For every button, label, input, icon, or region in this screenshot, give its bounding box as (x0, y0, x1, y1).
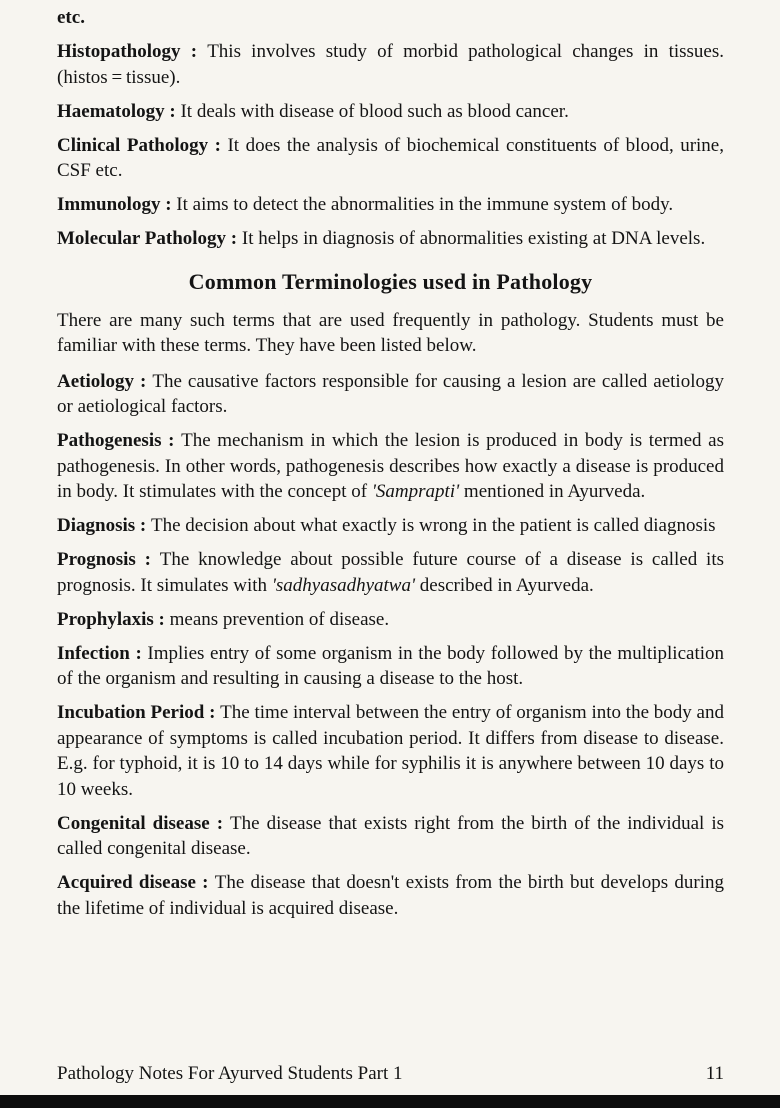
definition-text: The causative factors responsible for causing a lesion are called aetiology or aetiological factors. (57, 370, 724, 417)
term-label: Prophylaxis : (57, 608, 170, 630)
section-heading: Common Terminologies used in Pathology (188, 268, 593, 294)
term-entry (57, 192, 724, 218)
term-entry (57, 39, 724, 90)
term-entry (57, 99, 724, 125)
term-label: Haematology : (57, 100, 181, 122)
term-label: Immunology : (57, 194, 177, 215)
term-entry (57, 428, 724, 505)
definition-text: The knowledge about possible future course of a disease is called its prognosis. It simulates with (57, 549, 724, 596)
definition-text: Implies entry of some organism in the body followed by the multiplication of the organism and resulting in causing a disease to the host. (57, 642, 725, 689)
term-label: Histopathology : (57, 41, 208, 62)
term-label: Pathogenesis : (57, 430, 182, 451)
term-entry (57, 811, 724, 862)
term-entry (57, 513, 724, 539)
definition-text: means prevention of disease. (169, 608, 390, 630)
footer-page-number: 11 (705, 1062, 724, 1084)
term-label: Molecular Pathology : (57, 228, 242, 249)
term-entry (57, 700, 724, 802)
term-label: Acquired disease : (57, 872, 215, 893)
footer-book-title: Pathology Notes For Ayurved Students Part 1 (57, 1062, 403, 1084)
continuation-text: etc. (57, 7, 85, 28)
definition-text: It does the analysis of biochemical constituents of blood, urine, CSF etc. (57, 134, 724, 181)
term-entry (57, 547, 724, 598)
intro-paragraph: There are many such terms that are used frequently in pathology. Students must be familiar with these terms. They have been listed below. (57, 309, 724, 356)
term-entry (57, 870, 724, 921)
page-footer (57, 1061, 724, 1087)
term-entry (57, 641, 724, 692)
term-label: Congenital disease : (57, 812, 231, 834)
definition-text: The decision about what exactly is wrong in the patient is called diagnosis (150, 515, 716, 536)
pathology-branches-section (57, 39, 724, 252)
term-entry (57, 369, 724, 420)
definition-text: It deals with disease of blood such as blood cancer. (180, 100, 569, 122)
term-label: Prognosis : (57, 549, 160, 570)
definition-text: It helps in diagnosis of abnormalities existing at DNA levels. (241, 228, 706, 249)
term-label: Clinical Pathology : (57, 134, 228, 156)
definition-text: The mechanism in which the lesion is produced in body is termed as pathogenesis. In other words, pathogenesis describes how exactly a disease is produced in body. It stimulates with the concept of (57, 430, 725, 502)
definition-text: This involves study of morbid pathological changes in tissues. (histos = tissue). (57, 41, 724, 88)
term-label: Infection : (57, 642, 148, 664)
definition-italic-text: 'sadhyasadhyatwa' (271, 574, 416, 596)
term-label: Diagnosis : (57, 515, 151, 536)
terminology-section (57, 369, 724, 922)
term-label: Aetiology : (57, 370, 153, 392)
term-label: Incubation Period : (57, 702, 221, 723)
term-entry (57, 226, 724, 252)
term-entry (57, 133, 724, 184)
definition-text: The time interval between the entry of organism into the body and appearance of symptoms is called incubation period. It differs from disease to disease. E.g. for typhoid, it is 10 to 14 days while for syphilis it is anywhere between 10 days to 10 weeks. (57, 702, 724, 800)
definition-italic-text: 'Samprapti' (371, 481, 460, 502)
definition-text: It aims to detect the abnormalities in the immune system of body. (176, 194, 674, 215)
definition-text: The disease that doesn't exists from the birth but develops during the lifetime of individual is acquired disease. (57, 872, 724, 919)
definition-text: The disease that exists right from the birth of the individual is called congenital disease. (57, 812, 724, 859)
definition-text: described in Ayurveda. (415, 574, 594, 596)
definition-text: mentioned in Ayurveda. (459, 481, 646, 502)
term-entry (57, 607, 724, 633)
scan-edge-bar (0, 1095, 780, 1108)
